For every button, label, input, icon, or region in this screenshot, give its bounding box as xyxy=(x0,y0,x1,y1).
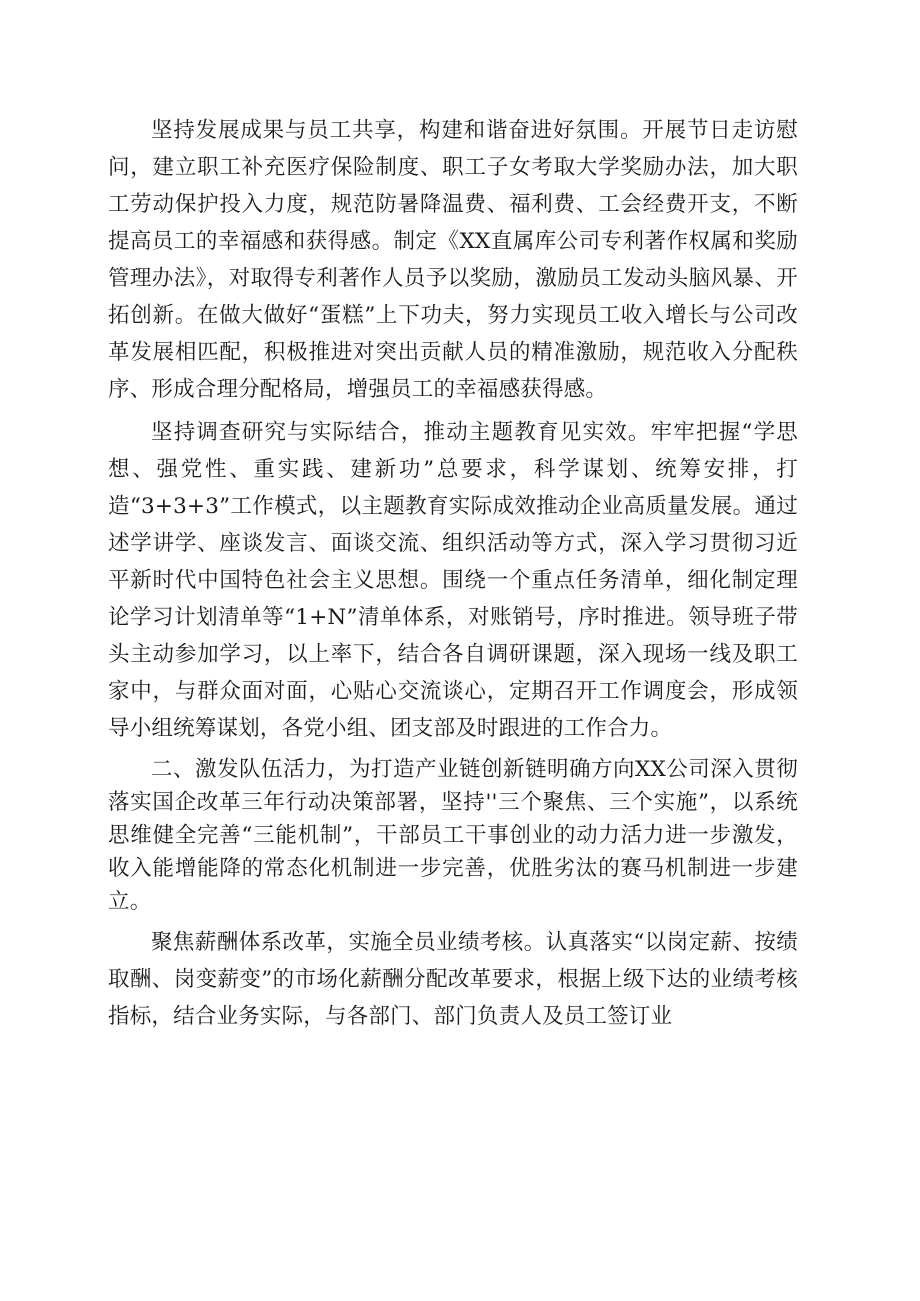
paragraph-employee-sharing: 坚持发展成果与员工共享，构建和谐奋进好氛围。开展节日走访慰问，建立职工补充医疗保险制度、职工子女考取大学奖励办法，加大职工劳动保护投入力度，规范防暑降温费、福利费、工会经费开支，不断提高员工的幸福感和获得感。制定《XX直属库公司专利著作权属和奖励管理办法》，对取得专利著作人员予以奖励，激励员工发动头脑风暴、开拓创新。在做大做好“蛋糕”上下功夫，努力实现员工收入增长与公司改革发展相匹配，积极推进对突出贡献人员的精准激励，规范收入分配秩序、形成合理分配格局，增强员工的幸福感获得感。 xyxy=(108,118,798,402)
paragraph-theme-education: 坚持调查研究与实际结合，推动主题教育见实效。牢牢把握“学思想、强党性、重实践、建新功”总要求，科学谋划、统筹安排，打造“3+3+3”工作模式，以主题教育实际成效推动企业高质量发展。通过述学讲学、座谈发言、面谈交流、组织活动等方式，深入学习贯彻习近平新时代中国特色社会主义思想。围绕一个重点任务清单，细化制定理论学习计划清单等“1+N”清单体系，对账销号，序时推进。领导班子带头主动参加学习，以上率下，结合各自调研课题，深入现场一线及职工家中，与群众面对面，心贴心交流谈心，定期召开工作调度会，形成领导小组统筹谋划，各党小组、团支部及时跟进的工作合力。 xyxy=(108,420,798,741)
paragraph-salary-reform: 聚焦薪酬体系改革，实施全员业绩考核。认真落实“以岗定薪、按绩取酬、岗变薪变”的市场化薪酬分配改革要求，根据上级下达的业绩考核指标，结合业务实际，与各部门、部门负责人及员工签订业 xyxy=(108,930,798,1029)
paragraph-section-two-heading: 二、激发队伍活力，为打造产业链创新链明确方向XX公司深入贯彻落实国企改革三年行动决策部署，坚持''三个聚焦、三个实施”，以系统思维健全完善“三能机制”，干部员工干事创业的动力活力进一步激发，收入能增能降的常态化机制进一步完善，优胜劣汰的赛马机制进一步建立。 xyxy=(108,757,798,914)
document-page xyxy=(108,112,798,1035)
